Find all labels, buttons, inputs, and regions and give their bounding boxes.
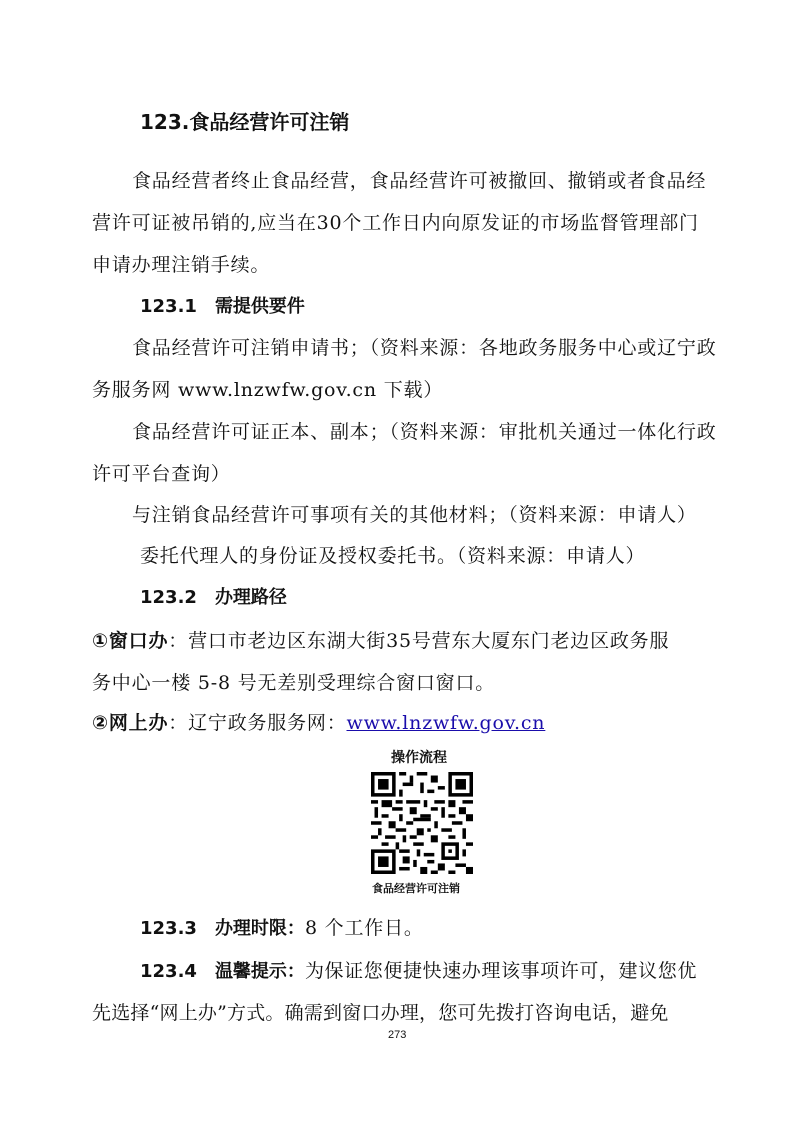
section-3-text: 8 个工作日。 <box>304 917 424 939</box>
section-3-number: 123.3 <box>140 918 197 939</box>
section-3-title: 办理时限： <box>214 918 305 939</box>
section-1-number: 123.1 <box>140 296 197 317</box>
section-2-number: 123.2 <box>140 587 197 608</box>
page-title: 123.食品经营许可注销 <box>140 110 350 134</box>
online-route-text: ：辽宁政务服务网： <box>168 712 347 734</box>
section-2-title: 办理路径 <box>214 587 287 608</box>
window-route-label: ①窗口办 <box>92 630 169 652</box>
qr-code-image <box>371 772 473 874</box>
requirement-2-line-1: 食品经营许可证正本、副本；（资料来源：审批机关通过一体化行政 <box>132 421 717 443</box>
online-route-label: ②网上办 <box>92 712 169 734</box>
section-1-heading <box>140 292 305 318</box>
requirement-1-line-1: 食品经营许可注销申请书；（资料来源：各地政务服务中心或辽宁政 <box>132 337 717 359</box>
window-route-line-2: 务中心一楼 5-8 号无差别受理综合窗口窗口。 <box>92 672 496 694</box>
section-3-heading <box>140 913 424 940</box>
requirement-4: 委托代理人的身份证及授权委托书。（资料来源：申请人） <box>140 545 646 567</box>
section-4-number: 123.4 <box>140 961 197 982</box>
intro-line-1: 食品经营者终止食品经营，食品经营许可被撤回、撤销或者食品经 <box>132 170 707 192</box>
section-4-title: 温馨提示： <box>214 961 305 982</box>
online-route <box>92 708 545 735</box>
section-2-heading <box>140 583 287 609</box>
section-4-heading <box>140 956 697 983</box>
section-4-text-line-2: 先选择“网上办”方式。确需到窗口办理，您可先拨打咨询电话，避免 <box>92 1002 669 1024</box>
intro-line-2: 营许可证被吊销的,应当在30个工作日内向原发证的市场监督管理部门 <box>92 212 699 234</box>
window-route-line-1 <box>92 626 669 653</box>
requirement-3: 与注销食品经营许可事项有关的其他材料；（资料来源：申请人） <box>132 504 697 526</box>
qr-title: 操作流程 <box>391 750 447 766</box>
requirement-2-line-2: 许可平台查询） <box>92 463 231 485</box>
window-route-text: ：营口市老边区东湖大街35号营东大厦东门老边区政务服 <box>168 630 670 652</box>
page-number: 273 <box>388 1029 407 1041</box>
online-service-link[interactable]: www.lnzwfw.gov.cn <box>346 712 546 734</box>
intro-line-3: 申请办理注销手续。 <box>92 254 271 276</box>
qr-caption: 食品经营许可注销 <box>372 882 460 895</box>
requirement-1-line-2: 务服务网 www.lnzwfw.gov.cn 下载） <box>92 379 444 401</box>
section-1-title: 需提供要件 <box>214 296 305 317</box>
section-4-text-line-1: 为保证您便捷快速办理该事项许可，建议您优 <box>304 960 697 982</box>
